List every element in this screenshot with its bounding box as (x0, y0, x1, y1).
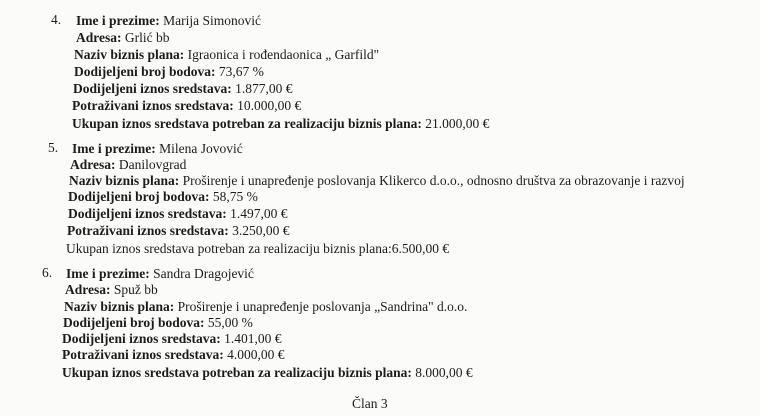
awarded-line (68, 205, 288, 222)
requested-value: 3.250,00 € (232, 223, 290, 238)
awarded-line (73, 80, 293, 97)
plan-name-label: Naziv biznis plana: (74, 47, 185, 62)
points-value: 58,75 % (212, 189, 258, 204)
address-label: Adresa: (76, 30, 122, 45)
address-label: Adresa: (65, 282, 111, 297)
requested-value: 10.000,00 € (237, 98, 302, 113)
points-line (68, 188, 258, 205)
name-label: Ime i prezime: (76, 13, 160, 28)
awarded-value: 1.877,00 € (235, 81, 293, 96)
address-value: Danilovgrad (118, 157, 187, 172)
address-line (76, 29, 170, 46)
plan-name-line (74, 46, 379, 63)
name-value: Marija Simonović (163, 13, 261, 28)
total-value: 8.000,00 € (415, 365, 473, 380)
requested-line (72, 97, 301, 114)
total-value: 6.500,00 € (391, 241, 450, 256)
points-value: 73,67 % (218, 64, 264, 79)
plan-name-line (69, 172, 685, 189)
name-label: Ime i prezime: (66, 266, 150, 281)
name-value: Sandra Dragojević (153, 266, 254, 281)
awarded-label: Dodijeljeni iznos sredstava: (62, 331, 221, 346)
plan-name-label: Naziv biznis plana: (69, 173, 180, 188)
plan-name-value: Proširenje i unapređenje poslovanja Klikerco d.o.o., odnosno društva za obrazovanje i razvoj (182, 173, 685, 188)
name-label: Ime i prezime: (72, 141, 156, 156)
address-value: Grlić bb (124, 30, 170, 45)
address-line (65, 281, 158, 298)
requested-value: 4.000,00 € (227, 347, 285, 362)
points-label: Dodijeljeni broj bodova: (63, 315, 205, 330)
awarded-line (62, 330, 282, 347)
plan-name-value: Proširenje i unapređenje poslovanja „Sandrina" d.o.o. (177, 299, 468, 314)
plan-name-label: Naziv biznis plana: (64, 299, 175, 314)
address-line (70, 156, 186, 173)
entry-number: 4. (51, 12, 62, 27)
awarded-value: 1.497,00 € (230, 206, 288, 221)
name-value: Milena Jovović (159, 141, 243, 156)
points-line (63, 314, 253, 331)
name-line (66, 265, 254, 282)
total-value: 21.000,00 € (425, 116, 490, 131)
awarded-value: 1.401,00 € (224, 331, 282, 346)
article-heading: Član 3 (352, 396, 388, 411)
requested-label: Potraživani iznos sredstava: (62, 347, 224, 362)
awarded-label: Dodijeljeni iznos sredstava: (73, 81, 232, 96)
points-label: Dodijeljeni broj bodova: (74, 64, 216, 79)
requested-line (62, 346, 285, 363)
entry-number: 5. (48, 140, 59, 155)
total-line (66, 240, 449, 257)
total-label: Ukupan iznos sredstava potreban za realizaciju biznis plana: (66, 241, 392, 256)
total-label: Ukupan iznos sredstava potreban za realizaciju biznis plana: (72, 116, 422, 131)
total-line (62, 364, 473, 381)
total-label: Ukupan iznos sredstava potreban za realizaciju biznis plana: (62, 365, 412, 380)
requested-line (67, 222, 290, 239)
points-line (74, 63, 264, 80)
address-value: Spuž bb (113, 282, 158, 297)
plan-name-value: Igraonica i rođendaonica „ Garfild" (187, 47, 380, 62)
name-line (72, 140, 243, 157)
requested-label: Potraživani iznos sredstava: (72, 98, 234, 113)
address-label: Adresa: (70, 157, 116, 172)
entry-number: 6. (42, 265, 53, 280)
points-value: 55,00 % (207, 315, 253, 330)
awarded-label: Dodijeljeni iznos sredstava: (68, 206, 227, 221)
name-line (76, 12, 261, 29)
points-label: Dodijeljeni broj bodova: (68, 189, 210, 204)
plan-name-line (64, 298, 467, 315)
total-line (72, 115, 489, 132)
requested-label: Potraživani iznos sredstava: (67, 223, 229, 238)
